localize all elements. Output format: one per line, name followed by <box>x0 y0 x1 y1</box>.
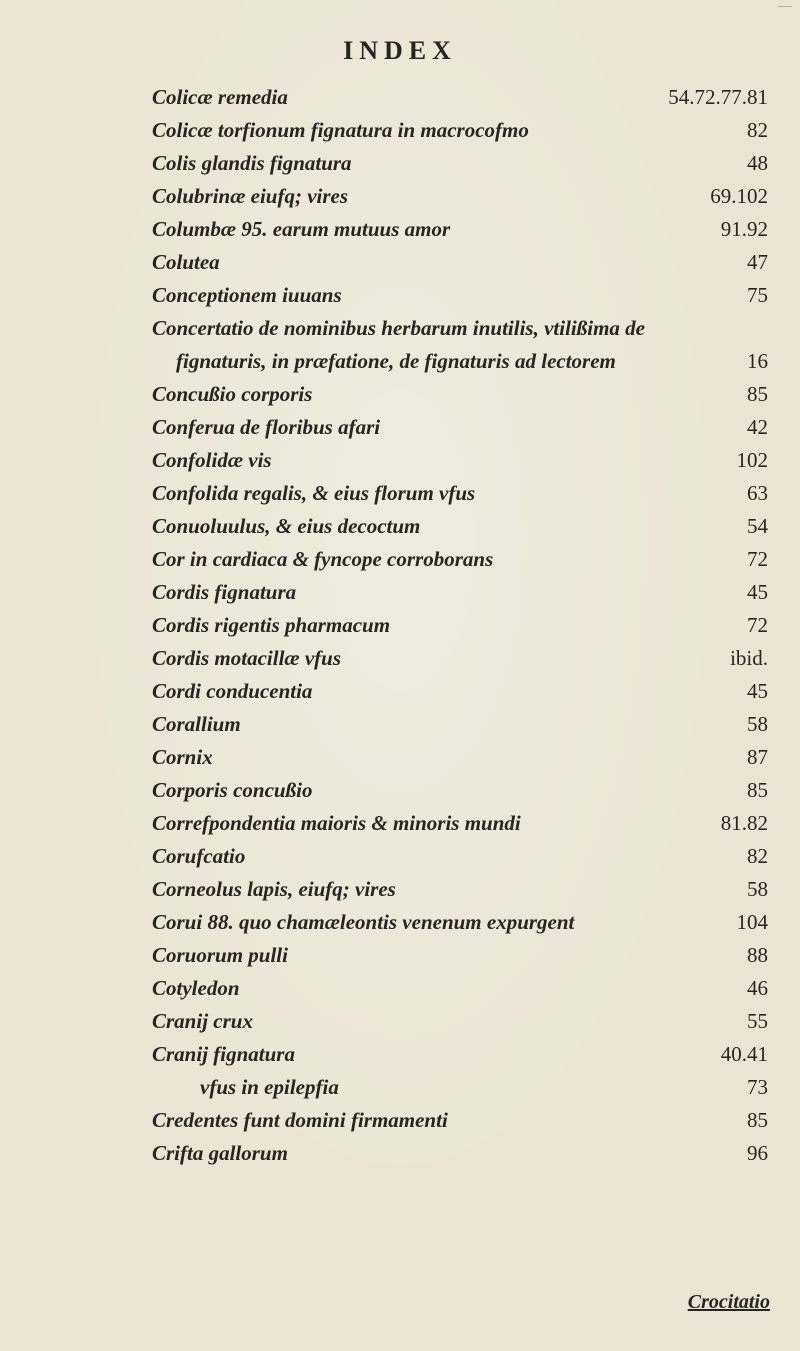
entry-page-ref: 55 <box>747 1009 768 1033</box>
entry-term: Cotyledon <box>152 976 240 1000</box>
entry-term: Crifta gallorum <box>152 1141 288 1165</box>
entry-term: Concertatio de nominibus herbarum inutilis, vtilißima de <box>152 316 645 340</box>
index-entry <box>0 973 800 1003</box>
entry-term: Corporis concußio <box>152 778 313 802</box>
entry-page-ref: 87 <box>747 745 768 769</box>
entry-term: Cornix <box>152 745 213 769</box>
entry-term: Colicæ torfionum fignatura in macrocofmo <box>152 118 529 142</box>
entry-page-ref: 88 <box>747 943 768 967</box>
entry-page-ref: 82 <box>747 118 768 142</box>
index-entry <box>0 247 800 277</box>
index-entry <box>0 643 800 673</box>
entry-term: Cordis fignatura <box>152 580 297 604</box>
entry-page-ref: 63 <box>747 481 768 505</box>
entry-term: Conceptionem iuuans <box>152 283 342 307</box>
index-entry <box>0 181 800 211</box>
index-entry <box>0 478 800 508</box>
entry-page-ref: 46 <box>747 976 768 1000</box>
entry-term: Corui 88. quo chamæleontis venenum expurgent <box>152 910 575 934</box>
entry-term: Confolidæ vis <box>152 448 272 472</box>
entry-term: Conuoluulus, & eius decoctum <box>152 514 421 538</box>
entry-page-ref: 82 <box>747 844 768 868</box>
entry-page-ref: 47 <box>747 250 768 274</box>
entry-page-ref: 45 <box>747 580 768 604</box>
index-entry <box>0 808 800 838</box>
index-entry <box>0 412 800 442</box>
entry-term: Cranij crux <box>152 1009 253 1033</box>
page-header: INDEX <box>343 36 457 65</box>
entry-page-ref: 40.41 <box>720 1042 768 1066</box>
entry-term: Cordis rigentis pharmacum <box>152 613 391 637</box>
entry-term: Colubrinæ eiufq; vires <box>152 184 349 208</box>
entry-page-ref: 96 <box>747 1141 768 1165</box>
entry-page-ref: 48 <box>747 151 768 175</box>
index-entry <box>0 874 800 904</box>
index-entry <box>0 577 800 607</box>
entry-term: Coruorum pulli <box>152 943 288 967</box>
index-entry <box>0 907 800 937</box>
entry-term: Cor in cardiaca & fyncope corroborans <box>152 547 494 571</box>
entry-term: Cordis motacillæ vfus <box>152 646 342 670</box>
entry-page-ref: 16 <box>747 349 768 373</box>
index-entry <box>0 1138 800 1168</box>
entry-page-ref: 72 <box>747 613 768 637</box>
index-entry <box>0 1039 800 1069</box>
entry-page-ref: 72 <box>747 547 768 571</box>
index-entry <box>0 1105 800 1135</box>
entry-page-ref: 104 <box>736 910 768 934</box>
entry-term: Corufcatio <box>152 844 246 868</box>
entry-page-ref: 54.72.77.81 <box>668 85 768 109</box>
entry-page-ref: ibid. <box>730 646 768 670</box>
entry-term: Colis glandis fignatura <box>152 151 352 175</box>
entry-term: fignaturis, in præfatione, de fignaturis ad lectorem <box>176 349 616 373</box>
entry-term: Columbæ 95. earum mutuus amor <box>152 217 451 241</box>
index-entry <box>0 1006 800 1036</box>
index-entry <box>0 379 800 409</box>
entry-term: Cranij fignatura <box>152 1042 295 1066</box>
index-entry <box>0 709 800 739</box>
index-entry <box>0 511 800 541</box>
entry-page-ref: 58 <box>747 712 768 736</box>
entry-term: Corneolus lapis, eiufq; vires <box>152 877 396 901</box>
index-entry <box>0 313 800 343</box>
index-entry <box>0 841 800 871</box>
entry-term: vfus in epilepfia <box>200 1075 339 1099</box>
entry-page-ref: 85 <box>747 778 768 802</box>
entry-page-ref: 42 <box>747 415 768 439</box>
entry-term: Colutea <box>152 250 220 274</box>
entry-page-ref: 54 <box>747 514 768 538</box>
entry-term: Cordi conducentia <box>152 679 313 703</box>
index-entry <box>0 610 800 640</box>
entry-page-ref: 102 <box>736 448 768 472</box>
index-entry <box>0 445 800 475</box>
index-entry <box>0 940 800 970</box>
entry-term: Corallium <box>152 712 241 736</box>
entry-term: Correfpondentia maioris & minoris mundi <box>152 811 521 835</box>
entry-page-ref: 73 <box>747 1075 768 1099</box>
index-entry <box>0 115 800 145</box>
index-entry <box>0 148 800 178</box>
index-entry <box>0 775 800 805</box>
index-entry <box>0 280 800 310</box>
index-entry <box>0 676 800 706</box>
index-entry <box>0 346 800 376</box>
entry-page-ref: 58 <box>747 877 768 901</box>
entry-term: Colicæ remedia <box>152 85 288 109</box>
entry-term: Conferua de floribus afari <box>152 415 381 439</box>
index-entry <box>0 1072 800 1102</box>
entry-term: Credentes funt domini firmamenti <box>152 1108 448 1132</box>
entry-page-ref: 81.82 <box>720 811 768 835</box>
index-entry <box>0 544 800 574</box>
entry-page-ref: 75 <box>747 283 768 307</box>
index-entry <box>0 82 800 112</box>
catchword: Crocitatio <box>687 1291 770 1313</box>
entry-term: Confolida regalis, & eius florum vfus <box>152 481 476 505</box>
entry-term: Concußio corporis <box>152 382 313 406</box>
index-entry <box>0 214 800 244</box>
index-entry <box>0 742 800 772</box>
entry-page-ref: 85 <box>747 382 768 406</box>
entry-page-ref: 85 <box>747 1108 768 1132</box>
entry-page-ref: 91.92 <box>720 217 768 241</box>
entry-page-ref: 45 <box>747 679 768 703</box>
entry-page-ref: 69.102 <box>710 184 768 208</box>
